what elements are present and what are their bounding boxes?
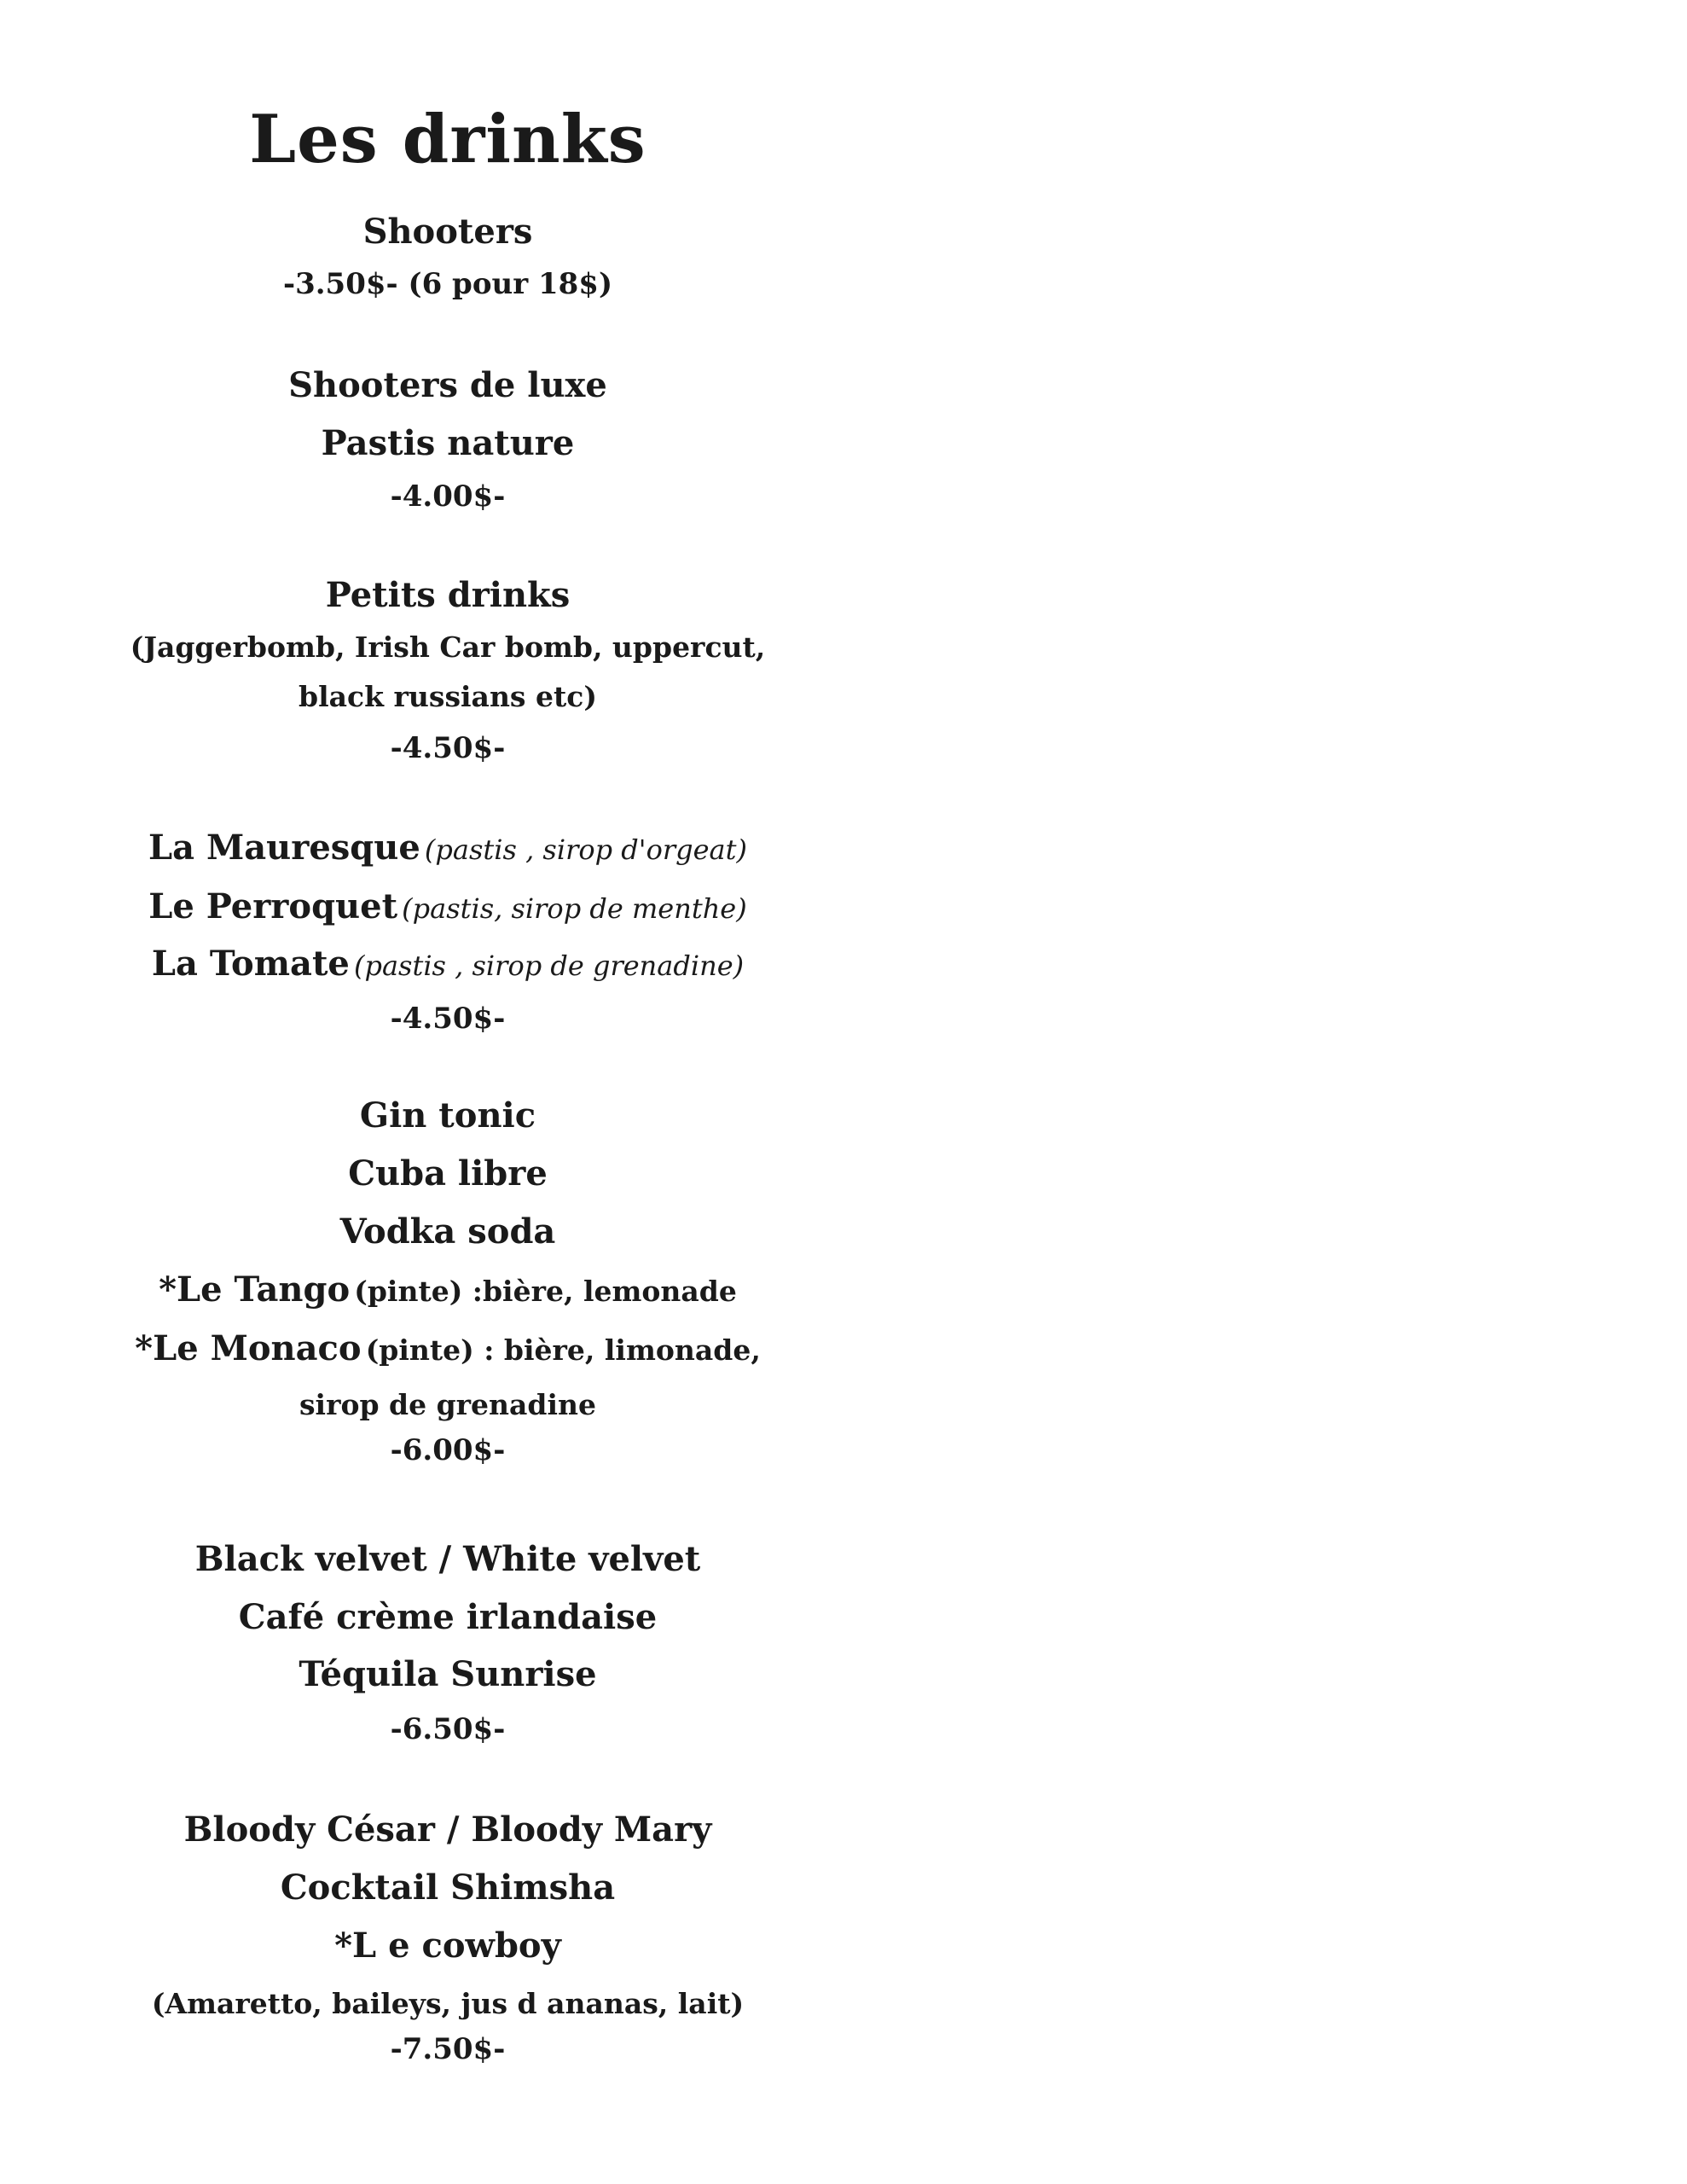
section-deluxe-item: Pastis nature <box>321 423 575 463</box>
section-petits-description: (Jaggerbomb, Irish Car bomb, uppercut, black russians etc) <box>130 630 766 713</box>
menu-item-tango <box>0 1269 896 1310</box>
menu-item-cowboy: *L e cowboy <box>334 1926 561 1966</box>
menu-item-tequila-sunrise: Téquila Sunrise <box>299 1654 597 1694</box>
section-bloody-price: -7.50$- <box>390 2032 506 2066</box>
section-deluxe-heading: Shooters de luxe <box>288 365 607 405</box>
section-petits-heading: Petits drinks <box>325 575 571 615</box>
section-deluxe-price: -4.00$- <box>390 479 506 514</box>
item-description: (pinte) : bière, limonade, sirop de grenadine <box>299 1333 761 1421</box>
section-pastis-price: -4.50$- <box>390 1002 506 1036</box>
section-velvet-price: -6.50$- <box>390 1712 506 1746</box>
menu-item-monaco <box>119 1324 776 1435</box>
menu-item-gin-tonic: Gin tonic <box>359 1095 536 1136</box>
item-name: Le Perroquet <box>148 886 398 926</box>
item-name: *Le Tango <box>159 1269 351 1310</box>
menu-title: Les drinks <box>249 101 646 178</box>
item-description: (pastis, sirop de menthe) <box>402 892 747 925</box>
menu-item-mauresque <box>0 828 896 868</box>
section-bloody-description: (Amaretto, baileys, jus d ananas, lait) <box>151 1987 745 2020</box>
menu-item-tomate <box>0 944 896 984</box>
menu-item-velvet: Black velvet / White velvet <box>194 1539 701 1579</box>
section-shooters-heading: Shooters <box>362 212 533 252</box>
menu-item-cuba-libre: Cuba libre <box>348 1153 548 1194</box>
item-description: (pinte) :bière, lemonade <box>354 1275 737 1308</box>
menu-item-cafe-creme: Café crème irlandaise <box>238 1597 658 1637</box>
item-name: *Le Monaco <box>135 1328 362 1368</box>
item-description: (pastis , sirop de grenadine) <box>353 950 745 982</box>
menu-item-cocktail-shimsha: Cocktail Shimsha <box>280 1867 616 1908</box>
section-shooters-price: -3.50$- (6 pour 18$) <box>282 267 613 301</box>
item-name: La Tomate <box>151 944 350 984</box>
section-mixed-price: -6.00$- <box>390 1433 506 1467</box>
item-description: (pastis , sirop d'orgeat) <box>424 834 747 866</box>
menu-item-bloody: Bloody César / Bloody Mary <box>183 1809 712 1850</box>
menu-item-perroquet <box>0 886 896 926</box>
section-petits-price: -4.50$- <box>390 731 506 765</box>
item-name: La Mauresque <box>148 828 420 868</box>
menu-item-vodka-soda: Vodka soda <box>339 1211 556 1252</box>
